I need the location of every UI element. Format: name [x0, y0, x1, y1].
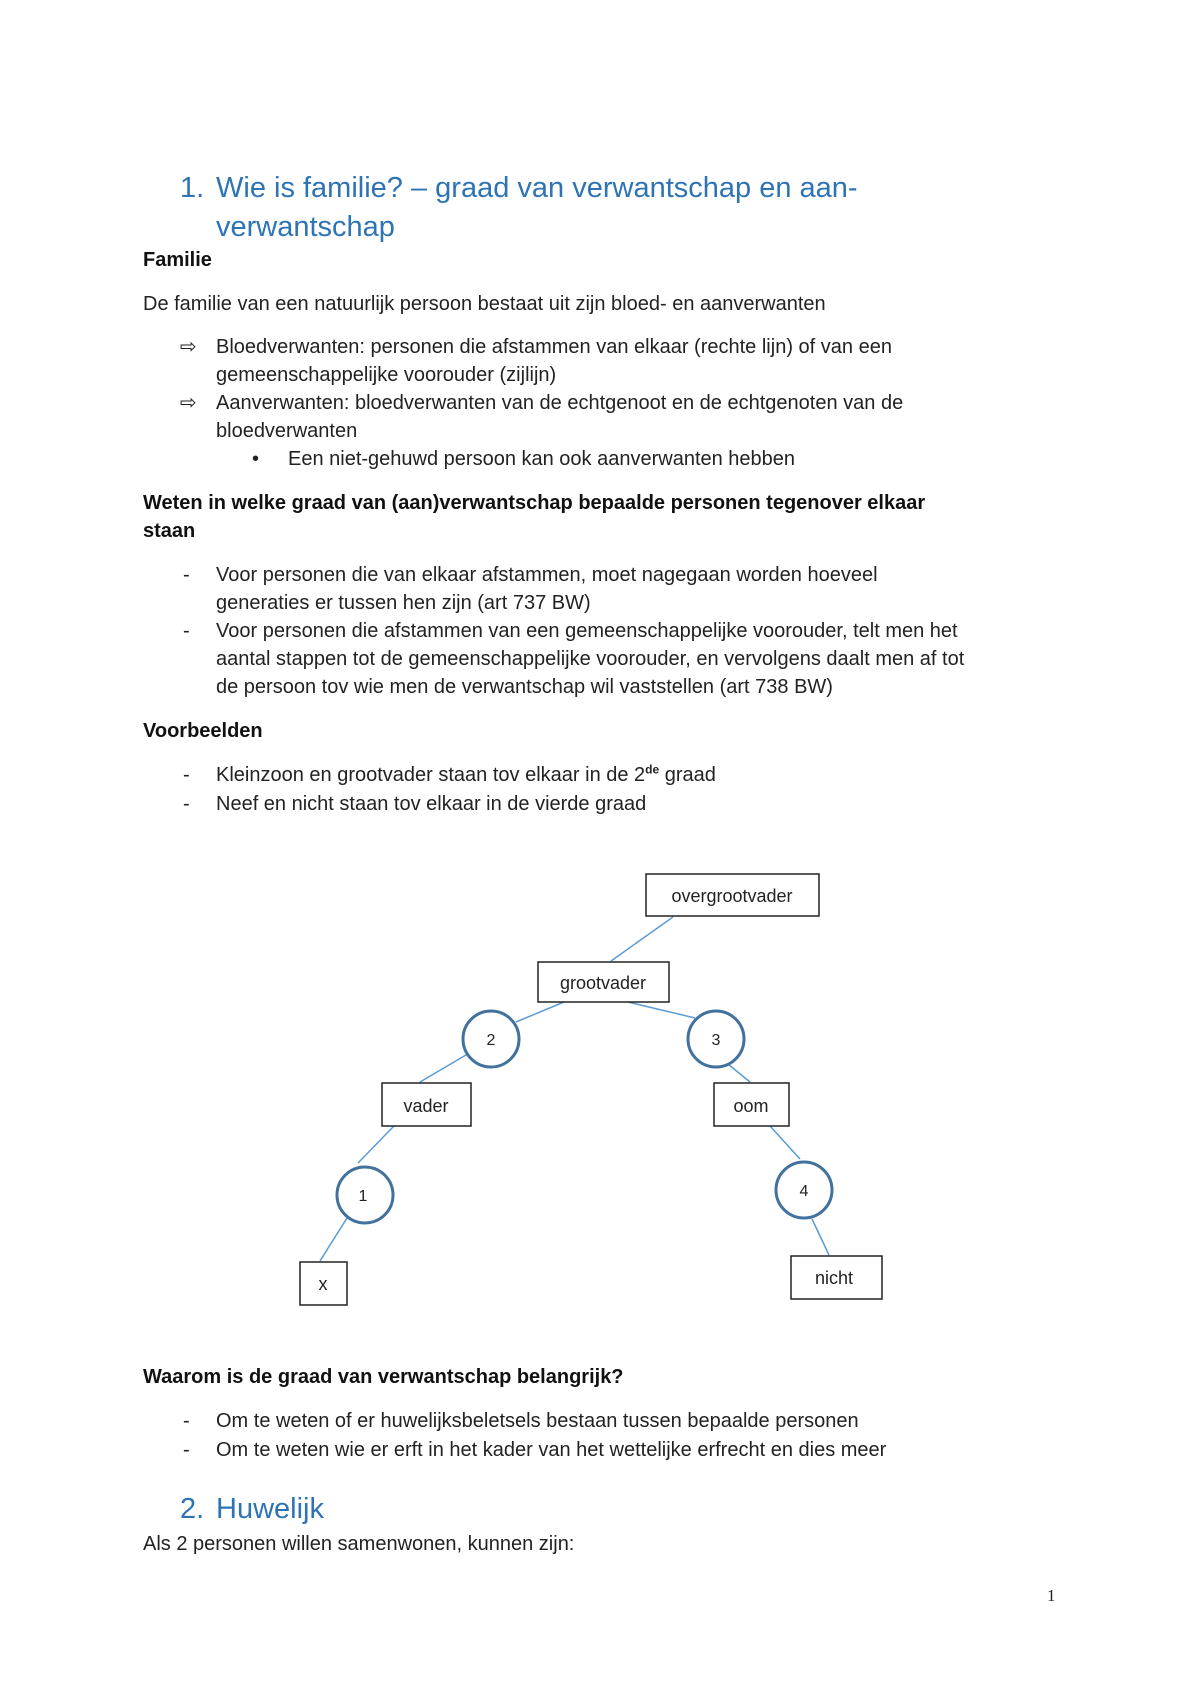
- bullet-icon: •: [252, 448, 260, 470]
- niet-gehuwd-item: Een niet-gehuwd persoon kan ook aanverwanten hebben: [288, 448, 796, 470]
- dash-marker: -: [183, 1439, 190, 1461]
- graad-item-1-line2: generaties er tussen hen zijn (art 737 BW): [216, 592, 591, 614]
- node-x-label: x: [318, 1274, 328, 1294]
- connector-overgrootvader-grootvader: [611, 917, 673, 961]
- dash-marker: -: [183, 764, 190, 786]
- bloedverwanten-line1: Bloedverwanten: personen die afstammen van elkaar (rechte lijn) of van een: [216, 336, 892, 358]
- node-oom-label: oom: [733, 1096, 769, 1116]
- connector-1-x: [320, 1218, 347, 1261]
- waarom-heading: Waarom is de graad van verwantschap belangrijk?: [143, 1366, 624, 1388]
- bloedverwanten-line2: gemeenschappelijke voorouder (zijlijn): [216, 364, 557, 386]
- voorbeeld-item-1-sup: de: [645, 762, 660, 777]
- voorbeeld-item-2: Neef en nicht staan tov elkaar in de vierde graad: [216, 793, 647, 815]
- graad-item-2-line2: aantal stappen tot de gemeenschappelijke voorouder, en vervolgens daalt men af tot: [216, 648, 965, 670]
- graad-heading-line2: staan: [143, 520, 196, 542]
- familie-heading: Familie: [143, 249, 212, 271]
- step-label-3: 3: [711, 1032, 721, 1049]
- connector-grootvader-3: [628, 1002, 695, 1018]
- section-2-intro: Als 2 personen willen samenwonen, kunnen zijn:: [143, 1533, 575, 1555]
- graad-item-2-line3: de persoon tov wie men de verwantschap wil vaststellen (art 738 BW): [216, 676, 833, 698]
- section-1-title-line1: Wie is familie? – graad van verwantschap en aan-: [216, 172, 858, 204]
- familie-intro: De familie van een natuurlijk persoon bestaat uit zijn bloed- en aanverwanten: [143, 293, 826, 315]
- dash-marker: -: [183, 1410, 190, 1432]
- step-label-4: 4: [799, 1183, 809, 1200]
- graad-item-1-line1: Voor personen die van elkaar afstammen, moet nagegaan worden hoeveel: [216, 564, 878, 586]
- page-number: 1: [1047, 1586, 1056, 1605]
- dash-marker: -: [183, 564, 190, 586]
- arrow-icon: ⇨: [180, 336, 197, 358]
- arrow-icon: ⇨: [180, 392, 197, 414]
- voorbeelden-heading: Voorbeelden: [143, 720, 263, 742]
- connector-grootvader-2: [516, 1002, 564, 1022]
- connector-4-nicht: [812, 1219, 829, 1255]
- waarom-item-1: Om te weten of er huwelijksbeletsels bestaan tussen bepaalde personen: [216, 1410, 859, 1432]
- waarom-item-2: Om te weten wie er erft in het kader van het wettelijke erfrecht en dies meer: [216, 1439, 887, 1461]
- node-overgrootvader-label: overgrootvader: [671, 886, 793, 906]
- voorbeeld-item-1-tail: graad: [659, 764, 716, 786]
- connector-vader-1: [358, 1126, 394, 1163]
- aanverwanten-line2: bloedverwanten: [216, 420, 358, 442]
- graad-heading-line1: Weten in welke graad van (aan)verwantschap bepaalde personen tegenover elkaar: [143, 492, 926, 514]
- voorbeeld-item-1-text: Kleinzoon en grootvader staan tov elkaar in de 2: [216, 764, 646, 786]
- node-nicht-label: nicht: [814, 1268, 854, 1288]
- step-label-2: 2: [486, 1032, 496, 1049]
- section-2-title: Huwelijk: [216, 1493, 324, 1525]
- section-1-number: 1.: [180, 172, 205, 204]
- step-label-1: 1: [358, 1188, 368, 1205]
- section-1-title-line2: verwantschap: [216, 211, 395, 243]
- connector-2-vader: [420, 1052, 471, 1082]
- connector-oom-4: [770, 1126, 800, 1159]
- graad-item-2-line1: Voor personen die afstammen van een gemeenschappelijke voorouder, telt men het: [216, 620, 958, 642]
- node-vader-label: vader: [403, 1096, 449, 1116]
- node-grootvader-label: grootvader: [559, 973, 647, 993]
- dash-marker: -: [183, 793, 190, 815]
- aanverwanten-line1: Aanverwanten: bloedverwanten van de echtgenoot en de echtgenoten van de: [216, 392, 904, 414]
- dash-marker: -: [183, 620, 190, 642]
- section-2-number: 2.: [180, 1493, 205, 1525]
